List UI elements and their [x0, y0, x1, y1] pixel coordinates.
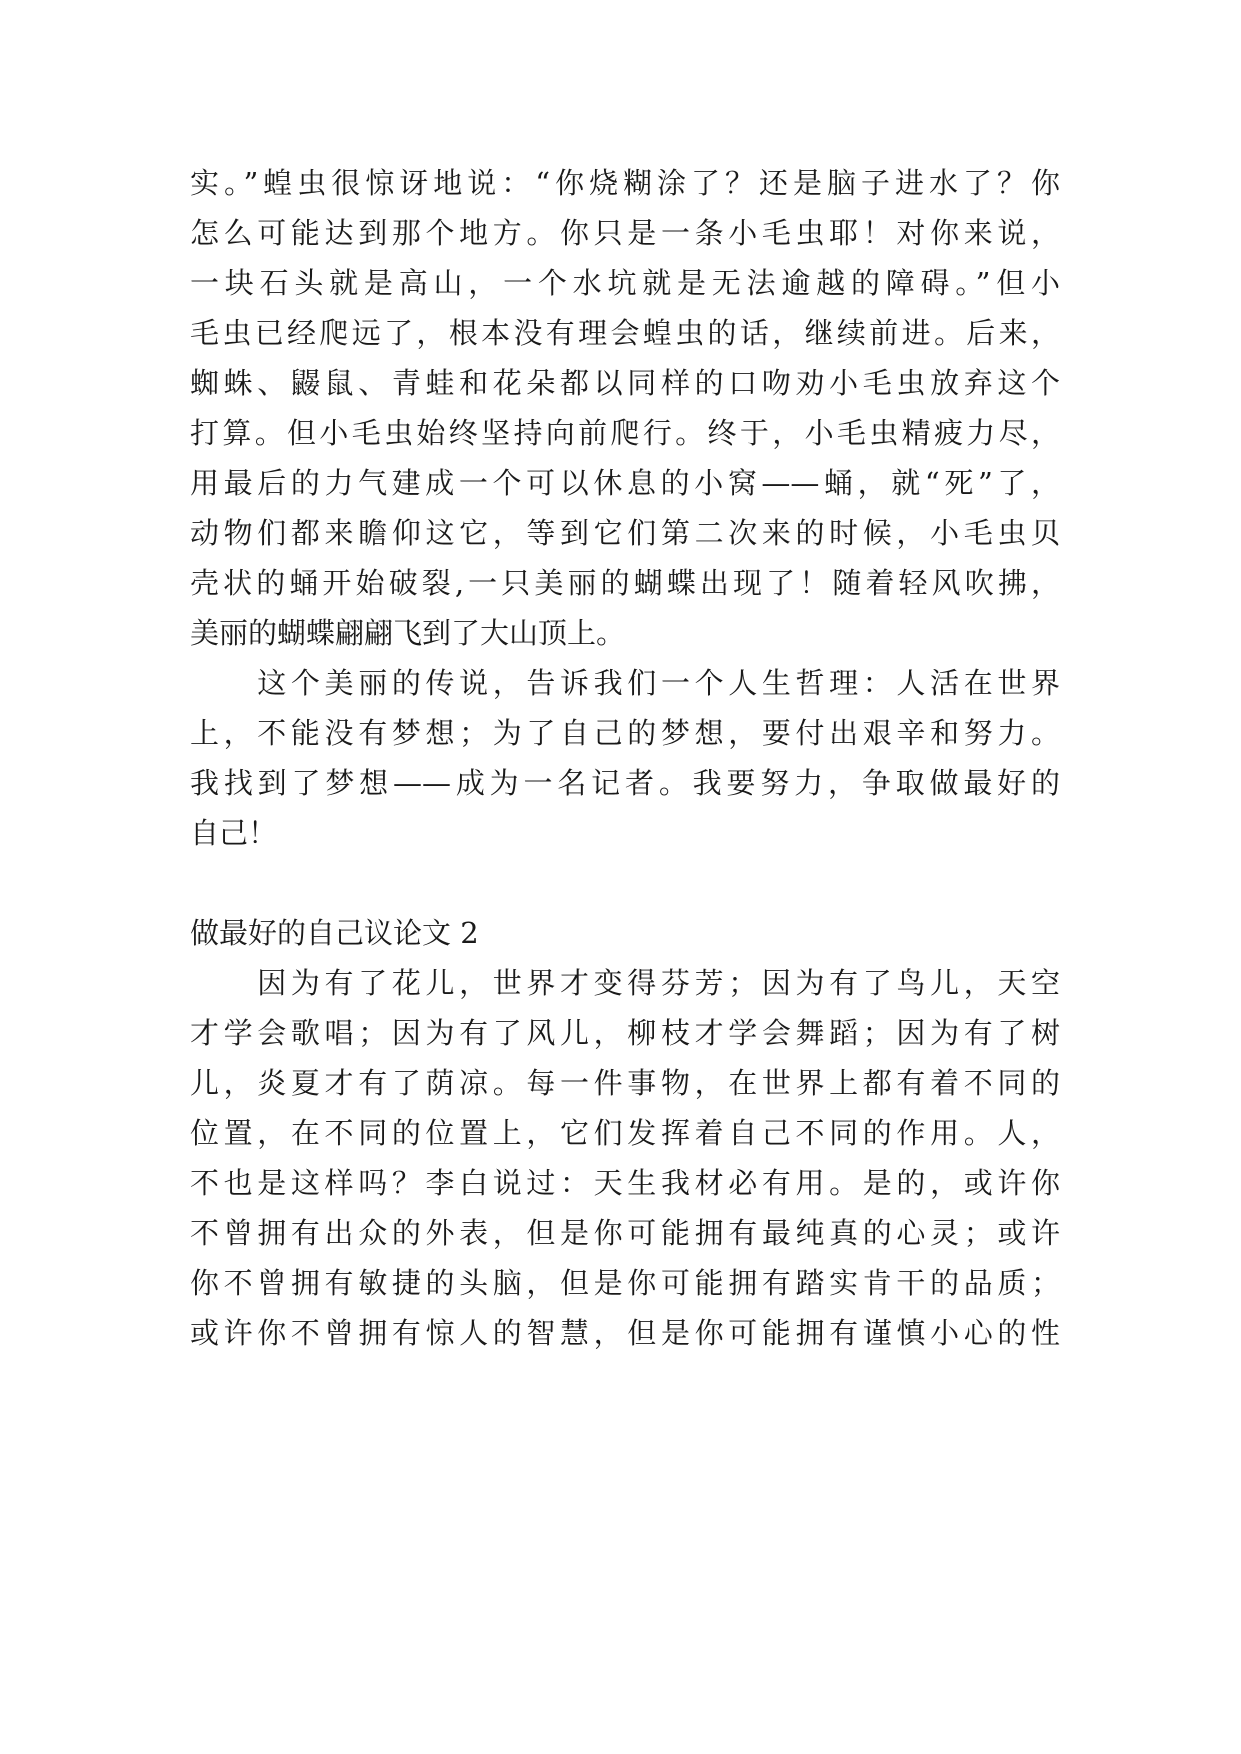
section-heading: 做最好的自己议论文 2: [190, 916, 479, 950]
text-line: 动物们都来瞻仰这它，等到它们第二次来的时候，小毛虫贝: [190, 516, 1060, 550]
section-gap: [190, 858, 1060, 908]
text-line: 儿，炎夏才有了荫凉。每一件事物，在世界上都有着不同的: [190, 1066, 1060, 1100]
paragraph-3: [190, 958, 1060, 1358]
text-line: 用最后的力气建成一个可以休息的小窝——蛹，就“死”了，: [190, 466, 1060, 500]
text-line: 因为有了花儿，世界才变得芬芳；因为有了鸟儿，天空: [190, 966, 1060, 1000]
text-line: 你不曾拥有敏捷的头脑，但是你可能拥有踏实肯干的品质；: [190, 1266, 1060, 1300]
text-line: 这个美丽的传说，告诉我们一个人生哲理：人活在世界: [190, 666, 1060, 700]
text-line: 实。”蝗虫很惊讶地说：“你烧糊涂了？还是脑子进水了？你: [190, 166, 1060, 200]
text-line: 我找到了梦想——成为一名记者。我要努力，争取做最好的: [190, 766, 1060, 800]
text-line: 不曾拥有出众的外表，但是你可能拥有最纯真的心灵；或许: [190, 1216, 1060, 1250]
text-line: 毛虫已经爬远了，根本没有理会蝗虫的话，继续前进。后来，: [190, 316, 1060, 350]
text-line: 才学会歌唱；因为有了风儿，柳枝才学会舞蹈；因为有了树: [190, 1016, 1060, 1050]
text-line: 壳状的蛹开始破裂,一只美丽的蝴蝶出现了！随着轻风吹拂，: [190, 566, 1060, 600]
text-line: 美丽的蝴蝶翩翩飞到了大山顶上。: [190, 616, 626, 650]
paragraph-1: [190, 158, 1060, 658]
text-line: 打算。但小毛虫始终坚持向前爬行。终于，小毛虫精疲力尽，: [190, 416, 1060, 450]
text-line: 怎么可能达到那个地方。你只是一条小毛虫耶！对你来说，: [190, 216, 1060, 250]
text-line: 或许你不曾拥有惊人的智慧，但是你可能拥有谨慎小心的性: [190, 1316, 1060, 1350]
paragraph-2: [190, 658, 1060, 858]
text-line: 上，不能没有梦想；为了自己的梦想，要付出艰辛和努力。: [190, 716, 1060, 750]
text-line: 蜘蛛、鼹鼠、青蛙和花朵都以同样的口吻劝小毛虫放弃这个: [190, 366, 1060, 400]
text-line: 自己！: [190, 816, 278, 850]
document-body: [190, 158, 1060, 1358]
text-line: 位置，在不同的位置上，它们发挥着自己不同的作用。人，: [190, 1116, 1060, 1150]
text-line: 不也是这样吗？李白说过：天生我材必有用。是的，或许你: [190, 1166, 1060, 1200]
text-line: 一块石头就是高山，一个水坑就是无法逾越的障碍。”但小: [190, 266, 1060, 300]
